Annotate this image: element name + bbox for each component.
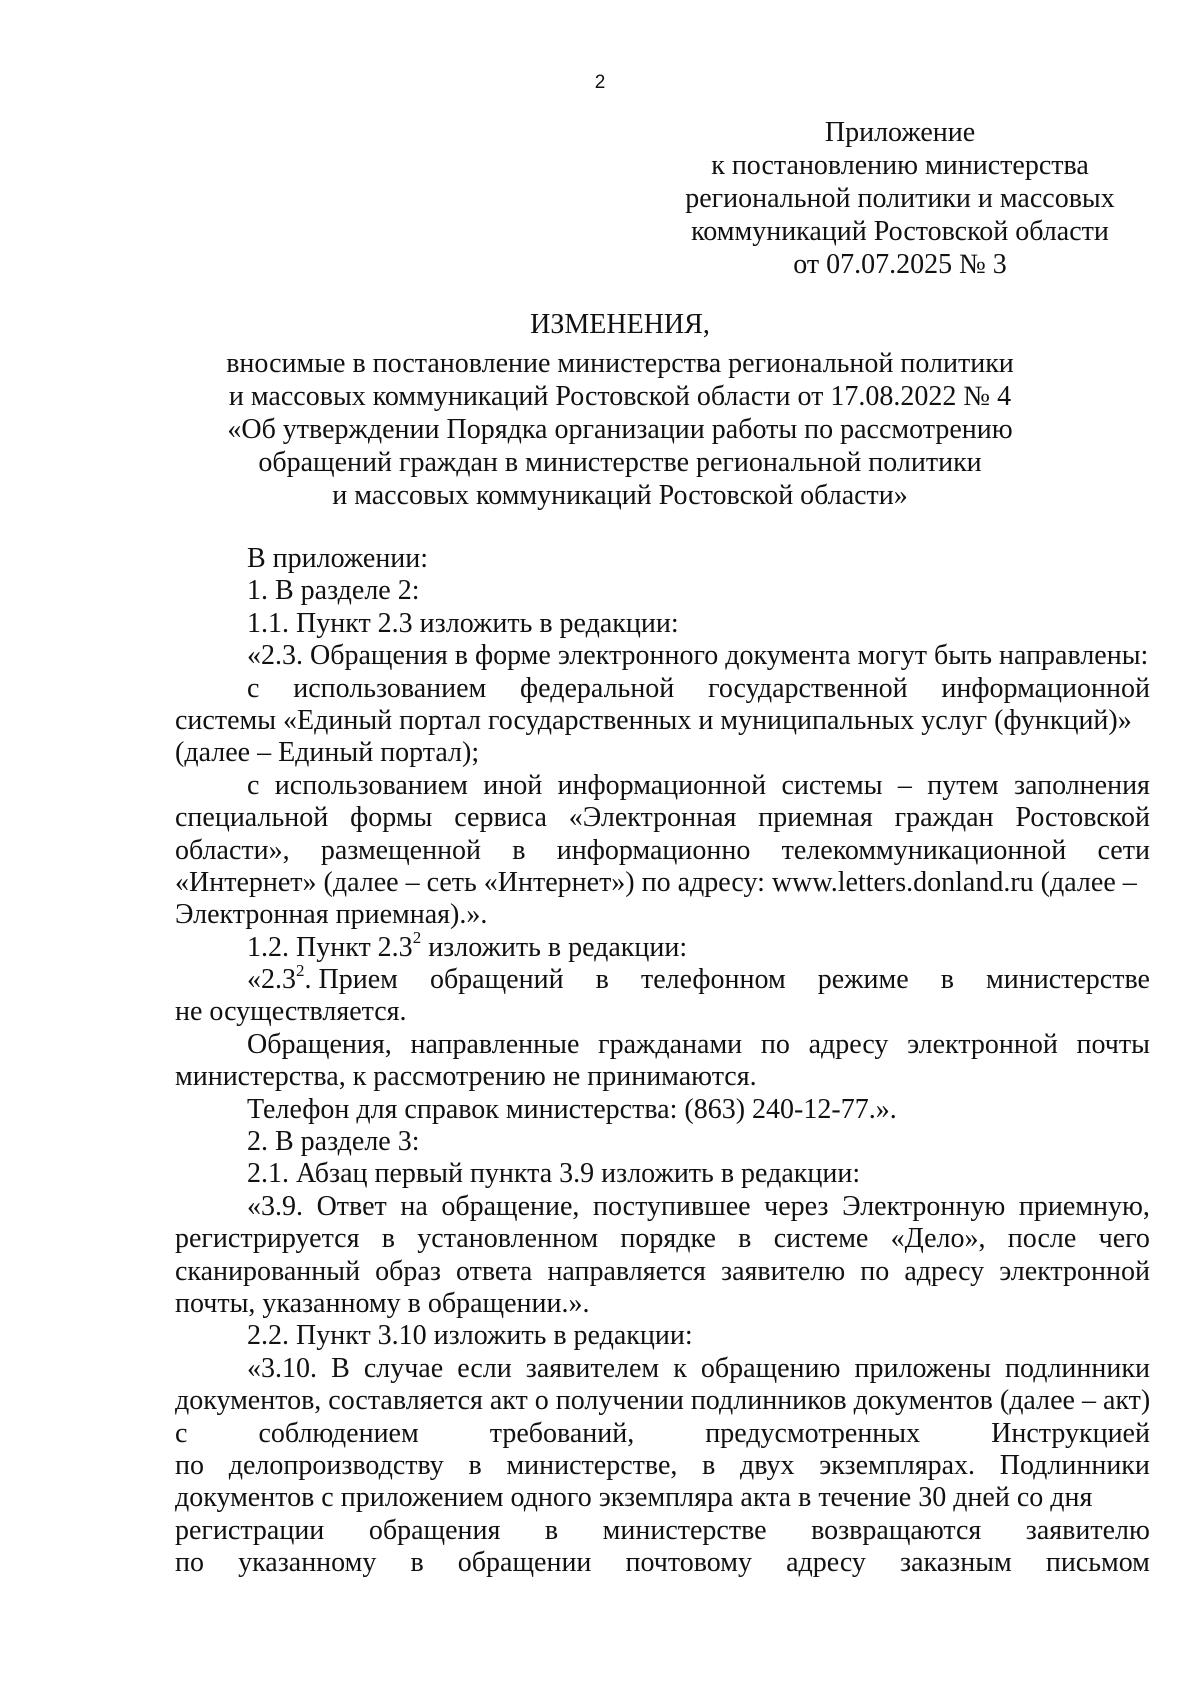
body-word: заказным xyxy=(900,1547,1012,1579)
body-word: адресу xyxy=(786,1547,866,1579)
body-word: образ xyxy=(375,1255,441,1287)
title-line: вносимые в постановление министерства региональной политики xyxy=(226,348,1014,379)
body-word: ответа xyxy=(455,1255,533,1287)
body-word: Инструкцией xyxy=(991,1417,1150,1449)
body-word: в xyxy=(544,1514,559,1546)
body-word: системы xyxy=(781,769,883,801)
body-line: документов, составляется акт о получении подлинников документов (далее – акт) xyxy=(175,1385,1151,1417)
body-word: системе xyxy=(773,1223,869,1255)
body-word: «Дело», xyxy=(890,1223,986,1255)
body-word: почты xyxy=(1076,1028,1150,1060)
body-word: формы xyxy=(350,802,433,834)
body-word: электронной xyxy=(999,1255,1150,1287)
title-line: и массовых коммуникаций Ростовской области от 17.08.2022 № 4 xyxy=(228,381,1012,412)
body-word: обращения xyxy=(368,1514,501,1546)
body-word: по xyxy=(175,1547,204,1579)
body-line xyxy=(175,835,1150,867)
body-line: (далее – Единый портал); xyxy=(175,737,480,769)
appendix-line: коммуникаций Ростовской области xyxy=(691,216,1109,247)
body-word: «Электронная xyxy=(568,802,737,834)
body-word: порядке xyxy=(620,1223,716,1255)
body-line: системы «Единый портал государственных и муниципальных услуг (функций)» xyxy=(175,704,1132,736)
body-word: к xyxy=(673,1352,687,1384)
body-word: по xyxy=(760,1028,790,1060)
body-word: адресу xyxy=(808,1028,889,1060)
title-heading: ИЗМЕНЕНИЯ, xyxy=(530,309,710,340)
body-word: «3.10. xyxy=(247,1352,317,1384)
body-word: поступившее xyxy=(592,1190,751,1222)
title-line: обращений граждан в министерстве региональной политики xyxy=(258,447,982,478)
body-word: случае xyxy=(363,1352,444,1384)
body-word: на xyxy=(400,1190,428,1222)
body-line: министерства, к рассмотрению не принимаются. xyxy=(175,1061,757,1093)
body-word: режиме xyxy=(817,964,909,996)
body-line: 1. В разделе 2: xyxy=(247,575,420,607)
body-word: экземплярах. xyxy=(819,1449,976,1481)
body-word: Ответ xyxy=(316,1190,387,1222)
appendix-line: от 07.07.2025 № 3 xyxy=(793,249,1007,280)
body-word: двух xyxy=(740,1449,795,1481)
body-line xyxy=(175,1256,1150,1288)
body-line xyxy=(175,1450,1150,1482)
body-word: области», xyxy=(175,834,290,866)
body-line: «Интернет» (далее – сеть «Интернет») по адресу: www.letters.donland.ru (далее – xyxy=(175,866,1137,898)
body-word: путем xyxy=(927,769,999,801)
body-word: в xyxy=(468,1449,482,1481)
body-word: с xyxy=(247,672,260,704)
body-word: – xyxy=(897,769,912,801)
body-word: заявителем xyxy=(525,1352,660,1384)
body-word: указанному xyxy=(238,1547,377,1579)
document-body xyxy=(175,543,1150,1580)
body-word xyxy=(247,960,398,996)
body-line xyxy=(175,928,1150,964)
title-line: и массовых коммуникаций Ростовской области» xyxy=(332,480,908,511)
body-line: не осуществляется. xyxy=(175,996,407,1028)
body-line: 2. В разделе 3: xyxy=(247,1126,420,1158)
body-word: в xyxy=(381,1223,395,1255)
body-word: с xyxy=(175,1417,188,1449)
body-word: обращение, xyxy=(441,1190,580,1222)
body-word: сервиса xyxy=(454,802,547,834)
appendix-header xyxy=(640,116,1160,281)
body-word: Электронную xyxy=(842,1190,1006,1222)
body-word: телекоммуникационной xyxy=(781,834,1067,866)
body-word: специальной xyxy=(175,802,329,834)
body-line xyxy=(175,1191,1150,1223)
body-word: использованием xyxy=(293,672,487,704)
body-word: государственной xyxy=(708,672,908,704)
body-word: «3.9. xyxy=(247,1190,303,1222)
body-word: федеральной xyxy=(520,672,675,704)
body-word: письмом xyxy=(1045,1547,1150,1579)
body-word: по xyxy=(175,1449,204,1481)
body-line: 1.1. Пункт 2.3 изложить в редакции: xyxy=(247,607,679,639)
body-text: . Прием xyxy=(304,964,398,996)
body-line xyxy=(175,1547,1150,1579)
body-word: заполнения xyxy=(1013,769,1150,801)
body-word: министерстве xyxy=(986,964,1150,996)
body-line: «2.3. Обращения в форме электронного документа могут быть направлены: xyxy=(247,640,1149,672)
body-word: телефонном xyxy=(640,964,786,996)
body-word: Подлинники xyxy=(999,1449,1150,1481)
body-word: размещенной xyxy=(320,834,482,866)
body-word: делопроизводству xyxy=(228,1449,444,1481)
appendix-line: Приложение xyxy=(824,117,976,148)
page-number: 2 xyxy=(594,72,606,93)
body-word: чего xyxy=(1098,1223,1150,1255)
body-word: почтовому xyxy=(625,1547,752,1579)
body-word: В xyxy=(331,1352,350,1384)
body-word: требований, xyxy=(489,1417,635,1449)
body-word: подлинники xyxy=(1005,1352,1150,1384)
body-line: 2.2. Пункт 3.10 изложить в редакции: xyxy=(247,1320,693,1352)
body-word: направленные xyxy=(410,1028,580,1060)
body-text: «2.3 xyxy=(247,964,296,996)
body-line xyxy=(175,1418,1150,1450)
body-word: министерстве, xyxy=(506,1449,678,1481)
body-line xyxy=(175,802,1150,834)
body-word: предусмотренных xyxy=(705,1417,921,1449)
body-line xyxy=(175,1515,1150,1547)
body-line xyxy=(175,1223,1150,1255)
body-word: по xyxy=(860,1255,890,1287)
body-word: использованием xyxy=(274,769,468,801)
body-word: установленном xyxy=(417,1223,599,1255)
body-word: приложены xyxy=(854,1352,991,1384)
body-word: обращений xyxy=(429,964,564,996)
body-word: сети xyxy=(1097,834,1150,866)
body-word: информационной xyxy=(941,672,1150,704)
appendix-line: региональной политики и массовых xyxy=(685,183,1115,214)
appendix-line: к постановлению министерства xyxy=(711,150,1089,181)
body-word: приемная xyxy=(758,802,873,834)
title-line: «Об утверждении Порядка организации работы по рассмотрению xyxy=(227,414,1013,445)
superscript: 2 xyxy=(412,928,422,948)
body-word: гражданами xyxy=(598,1028,743,1060)
body-word: адресу xyxy=(904,1255,985,1287)
body-word: в xyxy=(940,964,954,996)
body-word: граждан xyxy=(894,802,994,834)
body-line xyxy=(175,1353,1150,1385)
body-word: с xyxy=(247,769,260,801)
body-line: документов с приложением одного экземпляра акта в течение 30 дней со дня xyxy=(175,1482,1093,1514)
body-text: изложить в редакции: xyxy=(421,931,688,963)
body-word: соблюдением xyxy=(258,1417,419,1449)
body-word: обращении xyxy=(457,1547,592,1579)
body-word: после xyxy=(1007,1223,1077,1255)
body-line: 2.1. Абзац первый пункта 3.9 изложить в редакции: xyxy=(247,1158,861,1190)
body-text: 1.2. Пункт 2.3 xyxy=(247,931,413,963)
body-line xyxy=(175,960,1150,996)
body-word: в xyxy=(512,834,526,866)
body-line xyxy=(175,770,1150,802)
superscript: 2 xyxy=(296,960,305,980)
body-word: информационной xyxy=(557,769,767,801)
document-title xyxy=(160,308,1080,512)
body-line: почты, указанному в обращении.». xyxy=(175,1287,590,1319)
body-word: Обращения, xyxy=(247,1028,392,1060)
body-word: Ростовской xyxy=(1015,802,1150,834)
body-line: Телефон для справок министерства: (863) 240-12-77.». xyxy=(247,1093,897,1125)
body-word: иной xyxy=(483,769,543,801)
body-line xyxy=(175,673,1150,705)
body-word: сканированный xyxy=(175,1255,361,1287)
body-word: направляется xyxy=(547,1255,706,1287)
body-word: в xyxy=(595,964,609,996)
body-word: через xyxy=(764,1190,829,1222)
body-word: в xyxy=(410,1547,424,1579)
body-line: В приложении: xyxy=(247,543,429,574)
body-word: в xyxy=(738,1223,752,1255)
body-word: регистрируется xyxy=(175,1223,360,1255)
body-word: в xyxy=(702,1449,716,1481)
body-word: если xyxy=(457,1352,512,1384)
body-word: приемную, xyxy=(1018,1190,1150,1222)
body-line xyxy=(175,1029,1150,1061)
body-word: министерстве xyxy=(602,1514,767,1546)
body-word: информационно xyxy=(556,834,751,866)
body-word: возвращаются xyxy=(811,1514,982,1546)
body-word: заявителю xyxy=(721,1255,846,1287)
body-word: электронной xyxy=(907,1028,1058,1060)
body-word: заявителю xyxy=(1025,1514,1150,1546)
body-word: обращению xyxy=(700,1352,841,1384)
body-line: Электронная приемная).». xyxy=(175,899,488,931)
body-word: регистрации xyxy=(175,1514,325,1546)
